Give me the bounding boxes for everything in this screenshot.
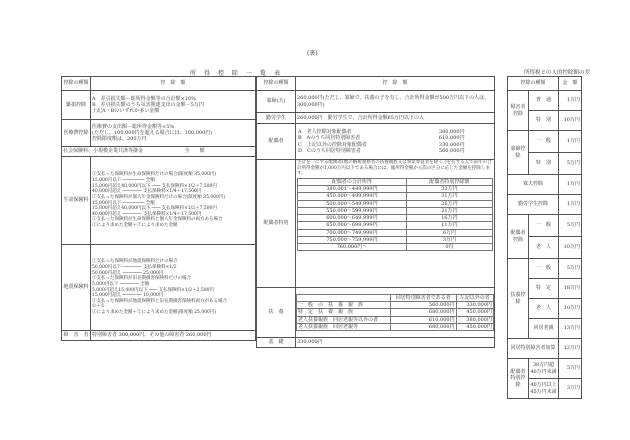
table-row: 600,000～649,999円 bbox=[298, 215, 407, 222]
group-cell: 扶養控除 bbox=[508, 259, 529, 339]
amount-cell: A 差引損失額－総所得金額等の合計額×10% B 差引損失額のうち災害関連支出の金額－5万円 上記A・Bのいずれか多い金額 bbox=[91, 91, 256, 120]
kind-cell: 勤労学生 bbox=[257, 113, 296, 124]
spouse-amounts: A 老人控除対象配偶者 380,000円 B Aのうち同居特別障害者 610,000円 C 上記以外の控除対象配偶者 330,000円 D Cのうち同居特別障害者 560,000円 bbox=[296, 124, 495, 160]
header-amount: 控 除 額 bbox=[296, 77, 495, 91]
kind-cell: 障 害 者 bbox=[62, 331, 91, 341]
earthquake-insurance-rules: ①支払った保険料が地震保険料だけの場合 50,000円以下 ─────── 支払保険料×1/2 50,000円超え ─────── 25,000円 ②支払った保険料が旧長期損害保険料だけの場合 5,000円以下 ─────── 全額 5,000円超え15,000円以下 ─── 支払保険料×1/2＋2,500円 15,000円超え ─────── 10,000円 ③支払った保険料が地震保険料と旧長期損害保険料両方がある場合 ①＋② ①により求めた金額＋②により求めた金額(限度額 25,000円) bbox=[91, 245, 256, 331]
header-kind: 控除の種類 bbox=[508, 77, 559, 91]
table-row: 550,000～599,999円 bbox=[298, 207, 407, 214]
left-deduction-table bbox=[61, 76, 256, 341]
header-kind: 控除の種類 bbox=[257, 77, 296, 91]
header-kind: 控除の種類 bbox=[62, 77, 91, 91]
kind-cell: 配偶者 bbox=[257, 124, 296, 160]
table-row: 老人扶養親族 同居老親等以外の者 bbox=[297, 316, 391, 323]
student-text: 260,000円 勤労学生で、合計所得金額65万円以下の人 bbox=[296, 113, 495, 124]
table-row: 特 定 扶 養 親 族 bbox=[297, 309, 391, 316]
table-row: 一 般 の 扶 養 親 族 bbox=[297, 302, 391, 309]
social-insurance-row: 社会保険料、小規模企業共済等掛金 全 額 bbox=[62, 147, 256, 157]
middle-deduction-table bbox=[256, 76, 495, 348]
kind-cell: 基 礎 bbox=[257, 338, 296, 348]
table-title: 所 得 控 除 一 覧 表 bbox=[190, 70, 282, 77]
spouse-special-cell: 生計を一にする配偶者(他の納税義務者の扶養親族又は事業専従者を除く。)を有する人で前年の合計所得金額が1,000万円以下である場合には、総所得金額から次の区分に応じた金額を控除します。 配偶者の合計所得 配偶者特別控除額 380,001～449,999円 33万円 450,000～499,999円 31万円 500,000～549,999円 26万円 550,000～599,999円 21万円 600,000～649,999円 16万円 650,000～699,999円 11万円 700,000～749,999円 6万円 750,000～759,999円 3万円 760,000円～ 0円 bbox=[296, 160, 495, 288]
life-insurance-rules: ①支払った保険料が生命保険料だけの場合(限度額 35,000円) 15,000円以下 ──────── 全額 15,000円超え40,000円以下 ─── 支払保険料×1/2＋7,500円 40,000円超え ─────── 支払保険料×1/4＋17,500円 ②支払った保険料が個人年金保険料だけの場合(限度額 35,000円) 15,000円以下 ──────── 全額 15,000円超え40,000円以下 ─── 支払保険料×1/2＋7,500円 40,000円超え ─────── 支払保険料×1/4＋17,500円 ③支払った保険料が生命保険料と個人年金保険料の両方ある場合 ①により求めた金額＋②により求めた金額 bbox=[91, 157, 256, 245]
amount-cell: 1万円 bbox=[559, 91, 582, 111]
basic-amount: 330,000円 bbox=[296, 338, 495, 348]
kind-cell: 寡婦(夫) bbox=[257, 91, 296, 113]
table-row: 650,000～699,999円 bbox=[298, 222, 407, 229]
dependent-cell: 同居特別障害者である者 左記以外の者 一 般 の 扶 養 親 族 560,000円 330,000円 特 定 扶 養 親 族 680,000円 450,000円 老人扶養親族 同居老親等以外の者 610,000円 380,000円 老人扶養親族 同居老親等 680,000円 450,000円 bbox=[296, 288, 495, 338]
table-row: 700,000～749,999円 bbox=[298, 229, 407, 236]
widow-text: 260,000円(ただし、寡婦で、扶養の子を有し、合計所得金額が500万円以下の人は、300,000円) bbox=[296, 91, 495, 113]
table-row: 760,000円～ bbox=[298, 244, 407, 251]
header-amount: 控 除 額 bbox=[91, 77, 256, 91]
header-amount: 金 額 bbox=[559, 77, 582, 91]
amount-cell: 医療費の支出額－総所得金額等×5% (ただし、100,000円を超える場合には、100,000円) 控除限度額は、200万円 bbox=[91, 120, 256, 147]
group-cell: 配偶者控除 bbox=[508, 215, 529, 259]
kind-cell: 地震保険料 bbox=[62, 245, 91, 331]
table-row: 老人扶養親族 同居老親等 bbox=[297, 323, 391, 330]
table-row: 380,001～449,999円 bbox=[298, 186, 407, 193]
table-row: 750,000～759,999円 bbox=[298, 236, 407, 243]
kind-cell: 扶 養 bbox=[257, 288, 296, 338]
kind-cell: 生命保険料 bbox=[62, 157, 91, 245]
table-row: 450,000～499,999円 bbox=[298, 193, 407, 200]
kind-cell: 配偶者特別 bbox=[257, 160, 296, 288]
group-cell: 障害者控除 bbox=[508, 91, 529, 131]
table-row: 500,000～549,999円 bbox=[298, 200, 407, 207]
group-cell: 配偶者特別控除 bbox=[508, 359, 529, 399]
page-mark: (裏) bbox=[307, 50, 318, 57]
right-table-title: 所得税との人的控除額の差 bbox=[524, 70, 591, 76]
amount-cell: 特別障害者 300,000円、その他の障害者 260,000円 bbox=[91, 331, 256, 341]
kind-cell: 雑損控除 bbox=[62, 91, 91, 120]
group-cell: 寡婦控除 bbox=[508, 131, 529, 175]
right-difference-table: 控除の種類 金 額 障害者控除 普 通 1万円 特 別 10万円 寡婦控除 一 般 1万円 特 別 5万円 寡夫控除 1万円 勤労学生控除 1万円 配偶者控除 一 般 5万円 老 人 10万円 扶養控除 一 般 5万円 特 定 18万円 老 人 10万円 同居老親 13万円 同居特別障害者加算 12万円 配偶者特別控除 38万円超40万円未満 5万円 40万円以上45万円未満 3万円 bbox=[507, 76, 582, 399]
kind-cell: 医療費控除 bbox=[62, 120, 91, 147]
spouse-special-intro: 生計を一にする配偶者(他の納税義務者の扶養親族又は事業専従者を除く。)を有する人で前年の合計所得金額が1,000万円以下である場合には、総所得金額から次の区分に応じた金額を控除します。 bbox=[297, 160, 492, 177]
